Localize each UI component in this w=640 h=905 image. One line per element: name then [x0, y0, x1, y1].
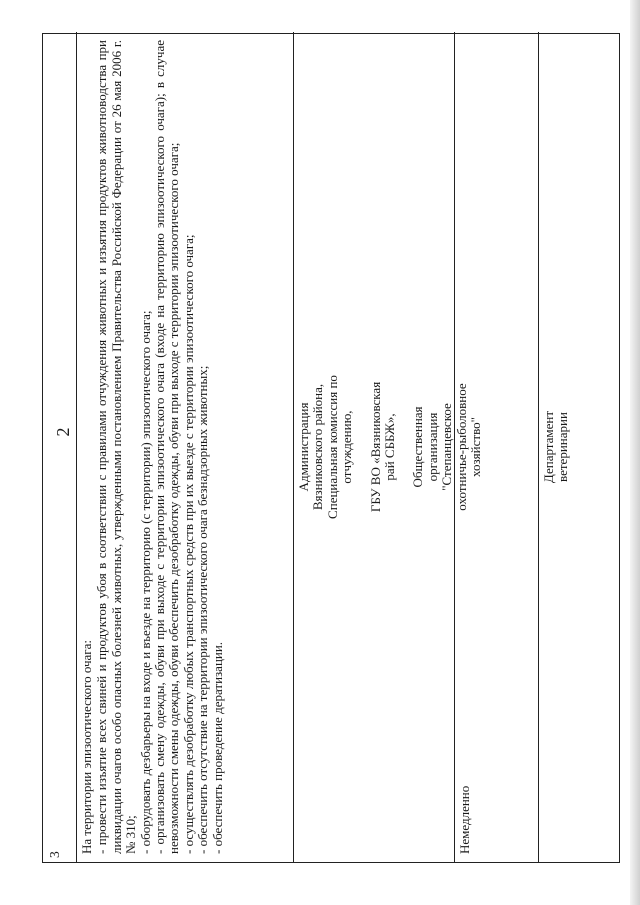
scan-edge-shadow	[630, 0, 640, 905]
executor-line: организация	[424, 412, 440, 482]
term-cell: Немедленно	[457, 785, 472, 854]
executor-line: ГБУ ВО «Вязниковская	[367, 381, 383, 513]
measure-item: - обеспечить проведение дератизации.	[209, 641, 225, 854]
responsible-cell	[539, 32, 619, 862]
executor-line: рай СББЖ»,	[382, 413, 398, 481]
executor-line: Общественная	[410, 406, 426, 488]
executor-line: Администрация	[296, 402, 311, 492]
measure-item: - провести изъятие всех свиней и продуктов убоя в соответствии с правилами отчуждения животных и изъятия продуктов животноводства при ликвидации очагов особо опасных болезней животных, утвержденными постановлением Правительства Российской Федерации от 26 мая 2006 г. № 310;	[94, 40, 139, 854]
executor-line: "Степанцевское	[439, 403, 455, 491]
measures-table	[42, 33, 620, 863]
measures-lead: На территории эпизоотического очага:	[79, 639, 94, 854]
measure-item: - обеспечить отсутствие на территории эпизоотического очага безнадзорных животных;	[195, 365, 211, 854]
measure-item: - оборудовать дезбарьеры на входе и въезде на территорию (с территории) эпизоотического очага;	[137, 310, 153, 854]
measures-cell	[77, 32, 293, 862]
executor-line: Специальная комиссия по	[324, 375, 340, 519]
executor-line: хозяйство"	[468, 417, 484, 477]
rotated-table-page	[42, 33, 620, 863]
responsible-line: ветеринарии	[555, 412, 571, 482]
measure-item: - осуществлять дезобработку любых транспортных средств при их выезде с территории эпизоотического очага;	[180, 234, 196, 854]
row-number-cell: 3	[47, 851, 62, 858]
page-number: 2	[53, 427, 73, 437]
measure-item: - организовать смену одежды, обуви при выходе с территории эпизоотического очага (входе на территорию эпизоотического очага); в случае невозможности смены одежды, обуви обеспечить дезобработку одежды, обуви при выходе с территории эпизоотического очага;	[152, 40, 182, 854]
executor-line: Вязниковского района,	[310, 383, 326, 511]
executor-line: отчуждению,	[339, 410, 355, 484]
executor-line: охотничье-рыболовное	[453, 383, 469, 511]
responsible-line: Департамент	[541, 410, 556, 484]
